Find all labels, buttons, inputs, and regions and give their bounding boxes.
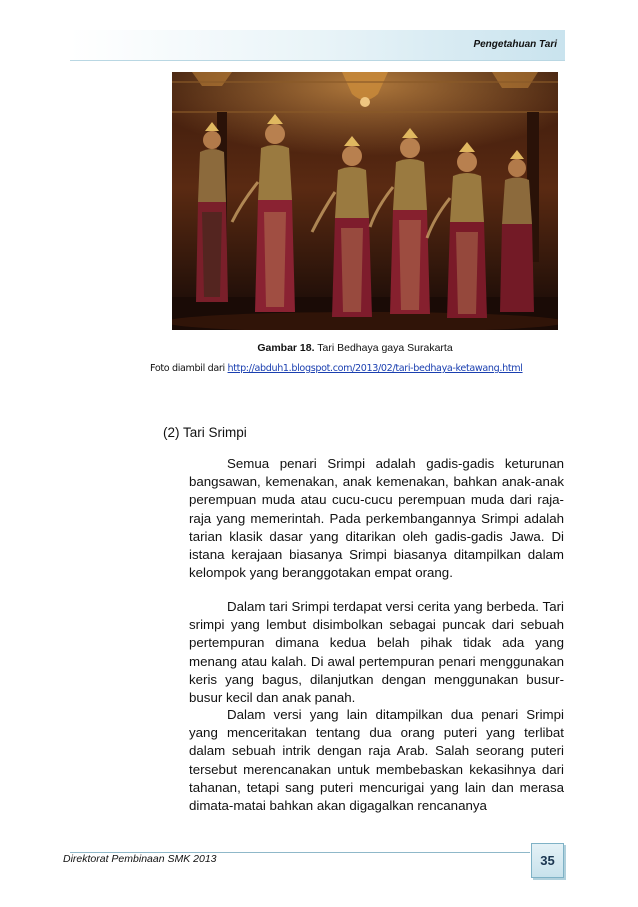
body-paragraph-2 xyxy=(189,598,564,707)
paragraph-text: Dalam tari Srimpi terdapat versi cerita yang berbeda. Tari srimpi yang lembut disimbolkan sebagai puncak dari sebuah pertempuran dimana kedua belah pihak tidak ada yang menang atau kalah. Di awal pertempuran penari menggunakan keris yang bagus, dilanjutkan dengan menggunakan busur-busur kecil dan anak panah. xyxy=(189,599,564,706)
page-number: 35 xyxy=(531,843,564,878)
header-title: Pengetahuan Tari xyxy=(473,39,557,50)
section-heading: (2) Tari Srimpi xyxy=(163,425,247,440)
body-paragraph-1 xyxy=(189,455,564,582)
dance-photo xyxy=(172,72,558,330)
photo-credit xyxy=(150,363,570,374)
caption-text: Tari Bedhaya gaya Surakarta xyxy=(314,342,453,354)
figure-caption xyxy=(150,342,560,354)
page-header xyxy=(70,30,565,61)
body-paragraph-3 xyxy=(189,706,564,815)
footer-text: Direktorat Pembinaan SMK 2013 xyxy=(63,853,217,865)
paragraph-text: Dalam versi yang lain ditampilkan dua penari Srimpi yang menceritakan tentang dua orang puteri yang terlibat dalam sebuah intrik dengan raja Arab. Salah seorang puteri tersebut merencanakan untuk membebaskan kekasihnya dari tahanan, tetapi sang puteri mencurigai yang lain dan merasa dimata-matai bahkan akan digagalkan rencananya xyxy=(189,707,564,814)
paragraph-text: Semua penari Srimpi adalah gadis-gadis keturunan bangsawan, kemenakan, anak kemenakan, bahkan anak-anak perempuan muda atau cucu-cucu perempuan muda dari raja-raja yang memerintah. Pada perkembangannya Srimpi adalah tarian klasik dasar yang ditarikan oleh gadis-gadis Jawa. Di istana kerajaan biasanya Srimpi biasanya ditampilkan dalam kelompok yang beranggotakan empat orang. xyxy=(189,456,564,581)
credit-prefix: Foto diambil dari xyxy=(150,363,228,374)
caption-label: Gambar 18. xyxy=(257,342,315,354)
credit-link[interactable]: http://abduh1.blogspot.com/2013/02/tari-bedhaya-ketawang.html xyxy=(227,363,523,374)
